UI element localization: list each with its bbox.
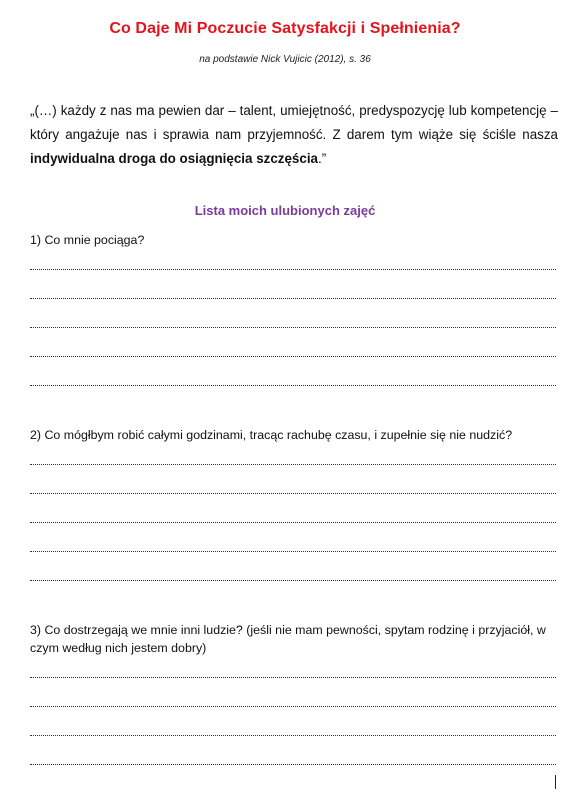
answer-line[interactable]: [30, 268, 556, 270]
answer-line[interactable]: [30, 521, 556, 523]
question-2: 2) Co mógłbym robić całymi godzinami, tracąc rachubę czasu, i zupełnie się nie nudzić?: [30, 428, 513, 442]
answer-lines-3: [30, 676, 556, 792]
answer-line[interactable]: [30, 705, 556, 707]
text-cursor: [555, 775, 556, 789]
answer-line[interactable]: [30, 355, 556, 357]
answer-line[interactable]: [30, 297, 556, 299]
quote-text-part1: „(…) każdy z nas ma pewien dar – talent, umiejętność, predyspozycję lub kompetencję – który angażuje nas i sprawia nam przyjemność. Z darem tym wiąże się ściśle nasza: [30, 103, 558, 142]
answer-line[interactable]: [30, 676, 556, 678]
question-1: 1) Co mnie pociąga?: [30, 233, 145, 247]
section-title: Lista moich ulubionych zajęć: [194, 203, 376, 218]
answer-lines-2: [30, 463, 556, 608]
quote-text-part2: .”: [317, 151, 327, 166]
answer-line[interactable]: [30, 763, 556, 765]
quote-paragraph: [30, 99, 558, 171]
answer-line[interactable]: [30, 384, 556, 386]
answer-line[interactable]: [30, 492, 556, 494]
answer-line[interactable]: [30, 326, 556, 328]
answer-line[interactable]: [30, 734, 556, 736]
document-title: Co Daje Mi Poczucie Satysfakcji i Spełnienia?: [109, 20, 461, 37]
quote-text-bold: indywidualna droga do osiągnięcia szczęścia: [30, 151, 318, 166]
answer-line[interactable]: [30, 463, 556, 465]
source-citation: na podstawie Nick Vujicic (2012), s. 36: [199, 54, 371, 65]
answer-lines-1: [30, 268, 556, 413]
question-3: 3) Co dostrzegają we mnie inni ludzie? (jeśli nie mam pewności, spytam rodzinę i przyjaciół, w czym według nich jestem dobry): [30, 623, 546, 655]
answer-line[interactable]: [30, 579, 556, 581]
answer-line[interactable]: [30, 550, 556, 552]
